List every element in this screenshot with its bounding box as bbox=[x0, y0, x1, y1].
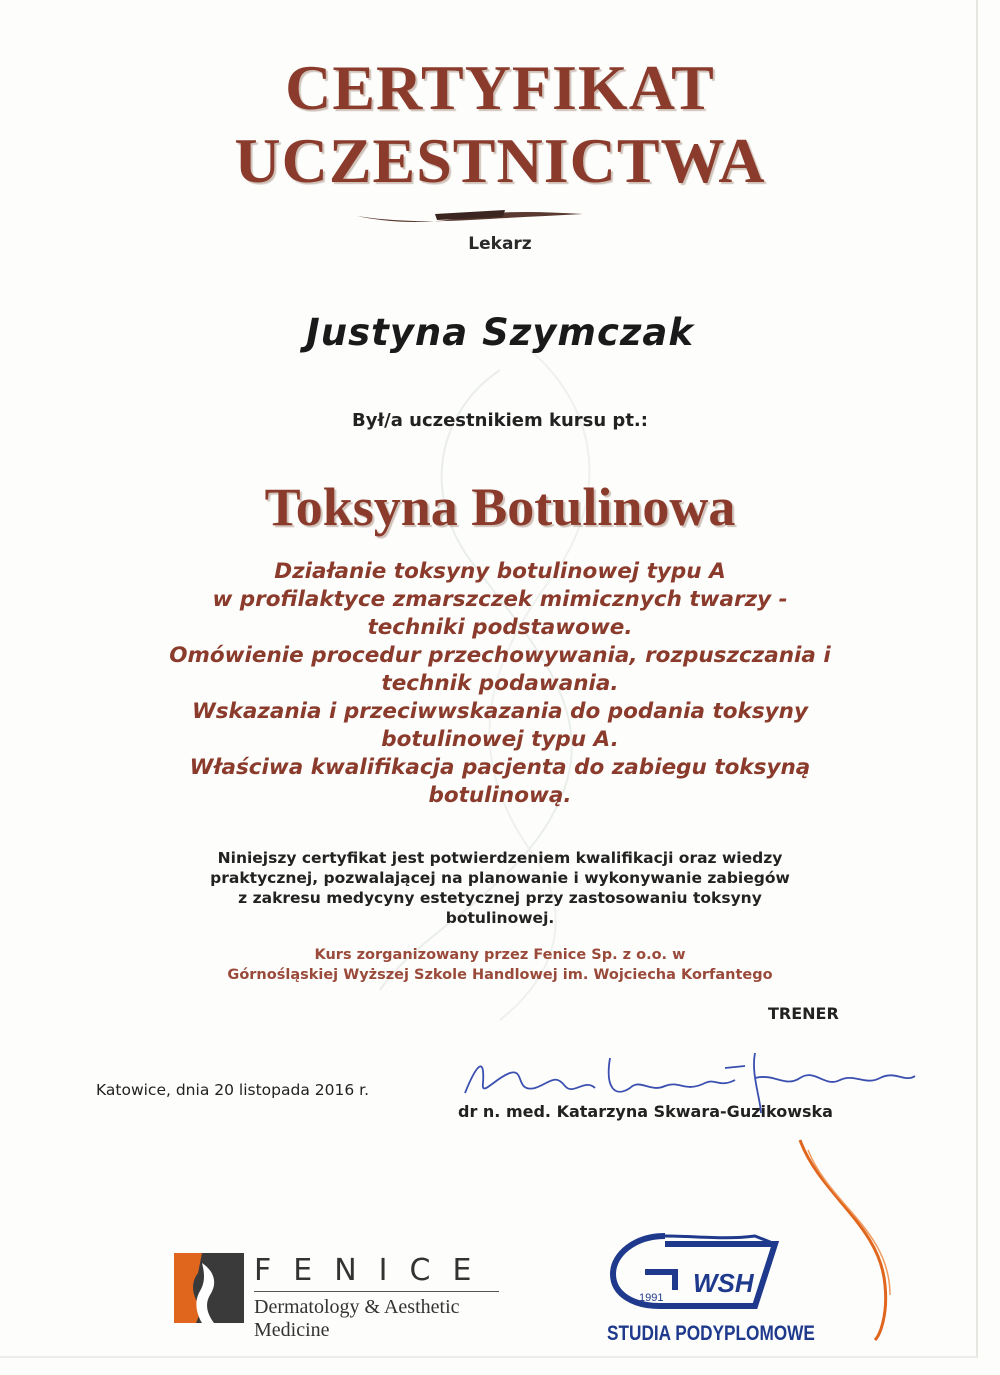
description-line: technik podawania. bbox=[381, 671, 619, 696]
course-title: Toksyna Botulinowa bbox=[264, 477, 736, 537]
course-intro: Był/a uczestnikiem kursu pt.: bbox=[352, 410, 648, 431]
confirmation-line: z zakresu medycyny estetycznej przy zastosowaniu toksyny bbox=[238, 889, 762, 907]
certificate-title-line1: CERTYFIKAT bbox=[285, 52, 715, 123]
description-line: Wskazania i przeciwwskazania do podania toksyny bbox=[192, 699, 808, 724]
confirmation-line: praktycznej, pozwalającej na planowanie i wykonywanie zabiegów bbox=[210, 869, 790, 887]
fenice-tagline: Dermatology & Aesthetic Medicine bbox=[254, 1296, 460, 1341]
role-label: Lekarz bbox=[468, 234, 532, 254]
decorative-swirl bbox=[790, 1135, 900, 1345]
fenice-logo bbox=[174, 1253, 514, 1341]
description-line: botulinowej typu A. bbox=[381, 727, 619, 752]
organizer-line: Górnośląskiej Wyższej Szkole Handlowej im. Wojciecha Korfantego bbox=[227, 967, 773, 983]
organizer-text bbox=[0, 945, 1000, 985]
gwsh-letters: WSH bbox=[693, 1268, 754, 1298]
confirmation-line: Niniejszy certyfikat jest potwierdzeniem kwalifikacji oraz wiedzy bbox=[217, 849, 783, 867]
title-flourish bbox=[355, 204, 585, 226]
organizer-line: Kurs zorganizowany przez Fenice Sp. z o.o. w bbox=[314, 947, 686, 963]
gwsh-logo bbox=[605, 1232, 815, 1357]
description-line: w profilaktyce zmarszczek mimicznych twarzy - bbox=[212, 587, 788, 612]
trainer-label: TRENER bbox=[768, 1004, 839, 1023]
description-line: Właściwa kwalifikacja pacjenta do zabiegu toksyną bbox=[189, 755, 811, 780]
confirmation-text bbox=[0, 848, 1000, 928]
fenice-emblem-icon bbox=[174, 1253, 244, 1323]
place-date: Katowice, dnia 20 listopada 2016 r. bbox=[96, 1081, 369, 1099]
description-line: Omówienie procedur przechowywania, rozpuszczania i bbox=[169, 643, 831, 668]
fenice-divider bbox=[254, 1291, 499, 1292]
gwsh-caption: STUDIA PODYPLOMOWE bbox=[607, 1322, 815, 1345]
description-line: Działanie toksyny botulinowej typu A bbox=[274, 559, 726, 584]
trainer-name: dr n. med. Katarzyna Skwara-Guzikowska bbox=[458, 1102, 833, 1121]
course-description bbox=[0, 558, 1000, 810]
fenice-name: FENICE bbox=[254, 1253, 494, 1288]
confirmation-line: botulinowej. bbox=[445, 909, 555, 927]
gwsh-year: 1991 bbox=[639, 1292, 664, 1304]
description-line: botulinową. bbox=[428, 783, 572, 808]
certificate-title-line2: UCZESTNICTWA bbox=[234, 125, 766, 196]
description-line: techniki podstawowe. bbox=[367, 615, 633, 640]
participant-name: Justyna Szymczak bbox=[305, 311, 695, 354]
